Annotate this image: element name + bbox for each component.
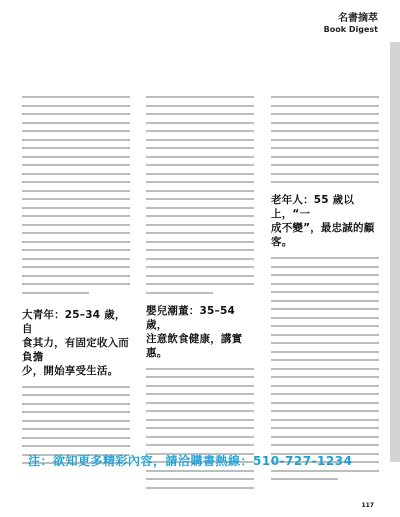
page-number: 117 [361,502,374,509]
col1-section-title [22,308,130,378]
col2-body-top [146,96,254,294]
header-title-en: Book Digest [323,25,378,34]
column-2 [146,96,254,495]
magazine-header [324,13,378,35]
col3-section-title [271,193,379,249]
col3-body-bottom [271,257,379,480]
col1-title-line: 食其力，有固定收入而負擔 [22,336,129,363]
col3-title-line: 老年人：55 歲以上，“一 [271,194,355,220]
column-3 [271,96,379,487]
col3-title-line: 成不變”，最忠誠的顧客。 [271,222,375,248]
header-title-zh: 名書摘萃 [338,13,378,24]
side-margin-bar [390,42,400,462]
col2-body-bottom [146,368,254,489]
contact-note: 注：欲知更多精彩內容，請洽購書熱線：510-727-1234 [28,454,353,468]
col3-body-top [271,96,379,183]
col2-title-line: 注意飲食健康，講實惠。 [146,332,243,359]
column-1 [22,96,130,471]
col2-title-line: 嬰兒潮董：35–54 歲， [146,304,235,331]
footer-info [361,502,374,509]
col1-title-line: 大青年：25–34 歲，自 [22,308,126,335]
col2-section-title [146,304,254,360]
col1-body-top [22,96,130,294]
col1-title-line: 少，開始享受生活。 [22,364,119,377]
